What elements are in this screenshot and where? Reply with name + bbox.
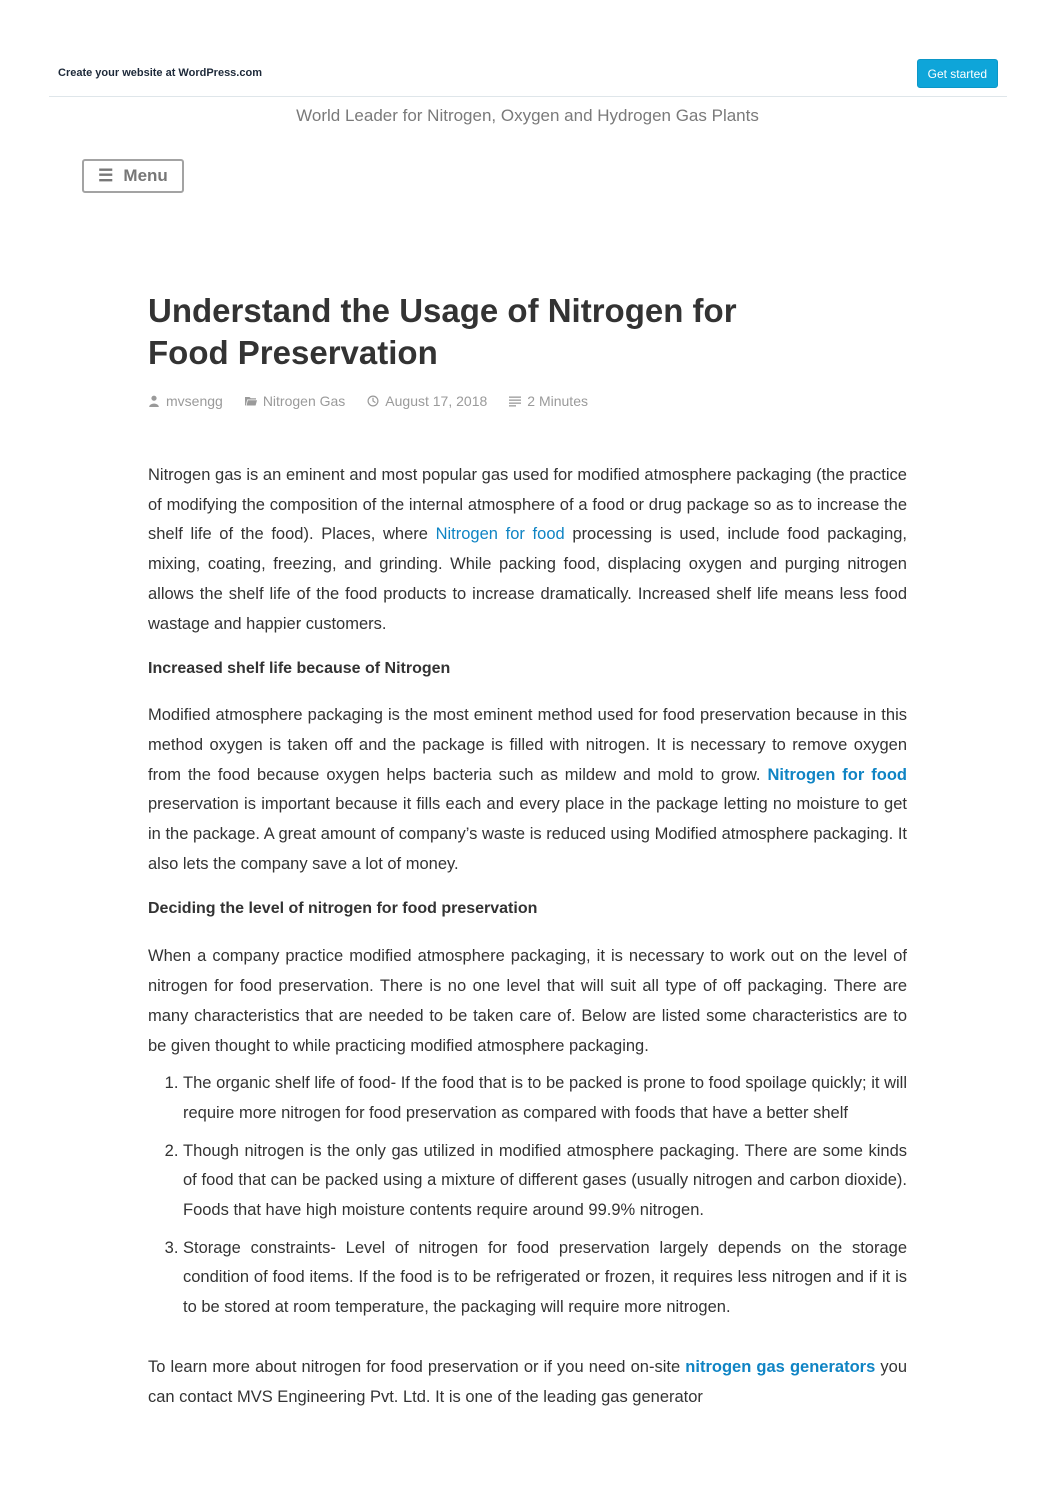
user-icon xyxy=(148,395,160,407)
post-title: Understand the Usage of Nitrogen for Food Preservation xyxy=(148,292,737,371)
reading-time-text: 2 Minutes xyxy=(527,393,588,409)
site-tagline: World Leader for Nitrogen, Oxygen and Hydrogen Gas Plants xyxy=(296,106,759,125)
meta-author xyxy=(148,393,223,409)
nitrogen-for-food-link[interactable]: Nitrogen for food xyxy=(435,525,565,544)
nitrogen-for-food-bold-link[interactable]: Nitrogen for food xyxy=(767,765,907,784)
post-content xyxy=(148,290,907,1412)
category-link[interactable]: Nitrogen Gas xyxy=(262,393,346,409)
nitrogen-level-paragraph: When a company practice modified atmosphere packaging, it is necessary to work out on the level of nitrogen for food preservation. There is no one level that will suit all type of off packaging. There are many characteristics that are needed to be taken care of. Below are listed some characteristics are to be given thought to while practicing modified atmosphere packaging. xyxy=(148,947,907,1055)
folder-icon xyxy=(245,395,257,407)
date-link[interactable]: August 17, 2018 xyxy=(385,393,488,409)
intro-paragraph: Nitrogen gas is an eminent and most popular gas used for modified atmosphere packaging (the practice of modifying the composition of the internal atmosphere of a food or drug package so as to increase the shelf life of the food). Places, where Nitrogen for food processing is used, include food packaging, mixing, coating, freezing, and grinding. While packing food, displacing oxygen and purging nitrogen allows the shelf life of the food products to increase dramatically. Increased shelf life means less food wastage and happier customers. xyxy=(148,466,908,633)
shelf-life-heading: Increased shelf life because of Nitrogen xyxy=(148,660,451,678)
meta-date xyxy=(367,393,487,409)
author-link[interactable]: mvsengg xyxy=(166,393,223,409)
get-started-button[interactable]: Get started xyxy=(917,59,998,88)
clock-icon xyxy=(367,395,379,407)
list-item: 3. Storage constraints- Level of nitrogen for food preservation largely depends on the storage condition of food items. If the food is to be refrigerated or frozen, it requires less nitrogen and if it is to be stored at room temperature, the packaging will require more nitrogen. xyxy=(183,1234,907,1323)
meta-category xyxy=(245,393,345,409)
reading-time-icon xyxy=(509,395,521,407)
list-item: 2. Though nitrogen is the only gas utilized in modified atmosphere packaging. There are some kinds of food that can be packed using a mixture of different gases (usually nitrogen and carbon dioxide). Foods that have high moisture contents require around 99.9% nitrogen. xyxy=(183,1137,907,1226)
nitrogen-gas-generators-link[interactable]: nitrogen gas generators xyxy=(685,1357,876,1376)
list-item: 1. The organic shelf life of food- If the food that is to be packed is prone to food spoilage quickly; it will require more nitrogen for food preservation as compared with foods that have a better shelf xyxy=(183,1069,907,1128)
nitrogen-level-heading: Deciding the level of nitrogen for food preservation xyxy=(148,900,538,918)
closing-paragraph: To learn more about nitrogen for food preservation or if you need on-site nitrogen gas generators you can contact MVS Engineering Pvt. Ltd. It is one of the leading gas generator xyxy=(148,1357,908,1406)
meta-reading-time xyxy=(509,393,588,409)
post-meta xyxy=(148,393,907,409)
wordpress-banner xyxy=(49,48,1007,97)
characteristics-list xyxy=(148,1069,907,1323)
hamburger-icon: ☰ xyxy=(98,166,114,185)
shelf-life-paragraph: Modified atmosphere packaging is the most eminent method used for food preservation because in this method oxygen is taken off and the package is filled with nitrogen. It is necessary to remove oxygen from the food because oxygen helps bacteria such as mildew and mold to grow. Nitrogen for food preservation is important because it fills each and every place in the package letting no moisture to get in the package. A great amount of company’s waste is reduced using Modified atmosphere packaging. It also lets the company save a lot of money. xyxy=(148,706,907,873)
create-website-link[interactable]: Create your website at WordPress.com xyxy=(58,67,262,79)
menu-button[interactable] xyxy=(82,159,184,193)
menu-label: Menu xyxy=(123,166,168,185)
